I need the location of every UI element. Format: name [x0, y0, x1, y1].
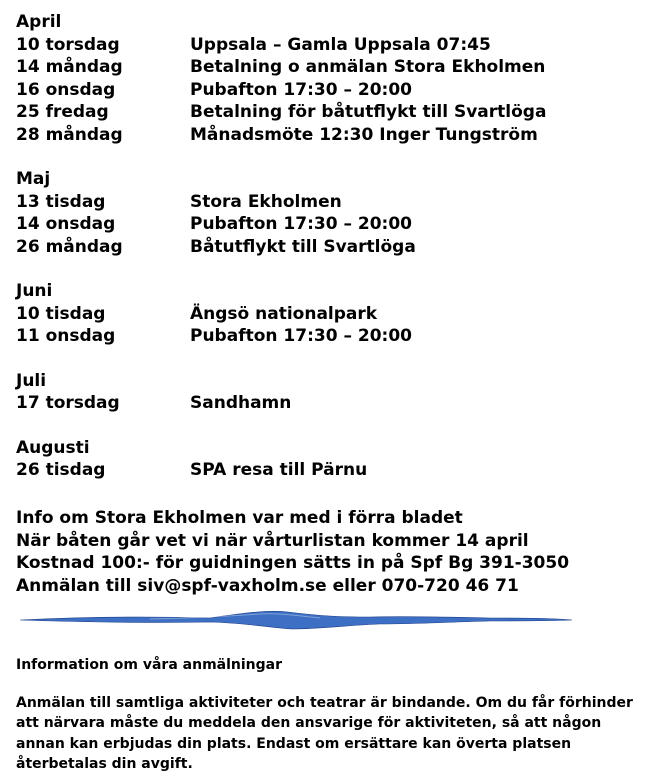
month-heading: April [16, 12, 62, 32]
event-description: Ängsö nationalpark [190, 303, 378, 324]
info-line: Anmälan till siv@spf-vaxholm.se eller 070-720 46 71 [16, 575, 519, 596]
event-row [16, 56, 646, 79]
event-date: 17 torsdag [16, 393, 120, 413]
event-row [16, 101, 646, 124]
event-description: Pubafton 17:30 – 20:00 [190, 79, 412, 100]
event-row [16, 79, 646, 102]
notice-line: att närvara måste du meddela den ansvarige för aktiviteten, så att någon [16, 715, 602, 732]
event-description: Pubafton 17:30 – 20:00 [190, 214, 412, 234]
event-description: Uppsala – Gamla Uppsala 07:45 [190, 34, 491, 55]
notice-title: Information om våra anmälningar [16, 657, 283, 673]
event-date: 26 måndag [16, 236, 123, 257]
event-row [16, 325, 646, 348]
event-row [16, 124, 646, 147]
event-row [16, 459, 646, 482]
event-description: Stora Ekholmen [190, 191, 342, 212]
month-heading: Juli [16, 370, 47, 391]
notice-line: annan kan erbjudas din plats. Endast om ersättare kan överta platsen [16, 735, 572, 752]
month-block-april [16, 11, 646, 146]
event-row [16, 213, 646, 236]
month-block-juli [16, 370, 646, 415]
month-heading: Augusti [16, 437, 90, 458]
event-row [16, 236, 646, 259]
month-block-augusti [16, 437, 646, 482]
notice-line: Anmälan till samtliga aktiviteter och teatrar är bindande. Om du får förhinder [16, 695, 633, 711]
event-date: 10 torsdag [16, 34, 120, 55]
notice-body [16, 693, 644, 774]
info-line: Kostnad 100:- för guidningen sätts in på Spf Bg 391-3050 [16, 553, 570, 573]
info-block [16, 507, 646, 597]
event-date: 28 måndag [16, 124, 123, 145]
divider-brush-stroke [20, 611, 572, 629]
event-schedule [16, 11, 646, 504]
event-date: 14 måndag [16, 57, 123, 77]
event-row [16, 34, 646, 57]
month-block-maj [16, 168, 646, 258]
event-description: Pubafton 17:30 – 20:00 [190, 326, 412, 346]
month-block-juni [16, 280, 646, 348]
decorative-divider [20, 608, 572, 632]
event-description: Betalning o anmälan Stora Ekholmen [190, 57, 546, 77]
info-line: Info om Stora Ekholmen var med i förra bladet [16, 508, 463, 528]
event-description: Båtutflykt till Svartlöga [190, 236, 416, 257]
month-heading: Juni [16, 281, 53, 301]
event-row [16, 191, 646, 214]
event-row [16, 392, 646, 415]
event-date: 16 onsdag [16, 79, 116, 100]
event-row [16, 303, 646, 326]
notice-line: återbetalas din avgift. [16, 755, 193, 772]
event-date: 10 tisdag [16, 303, 106, 324]
event-date: 14 onsdag [16, 214, 116, 234]
event-description: SPA resa till Pärnu [190, 460, 368, 480]
event-description: Sandhamn [190, 393, 292, 413]
event-date: 25 fredag [16, 102, 109, 122]
event-description: Månadsmöte 12:30 Inger Tungström [190, 124, 538, 145]
month-heading: Maj [16, 169, 51, 189]
event-date: 11 onsdag [16, 326, 116, 346]
info-line: När båten går vet vi när vårturlistan kommer 14 april [16, 530, 529, 551]
event-date: 13 tisdag [16, 191, 106, 212]
event-description: Betalning för båtutflykt till Svartlöga [190, 102, 547, 122]
event-date: 26 tisdag [16, 460, 106, 480]
